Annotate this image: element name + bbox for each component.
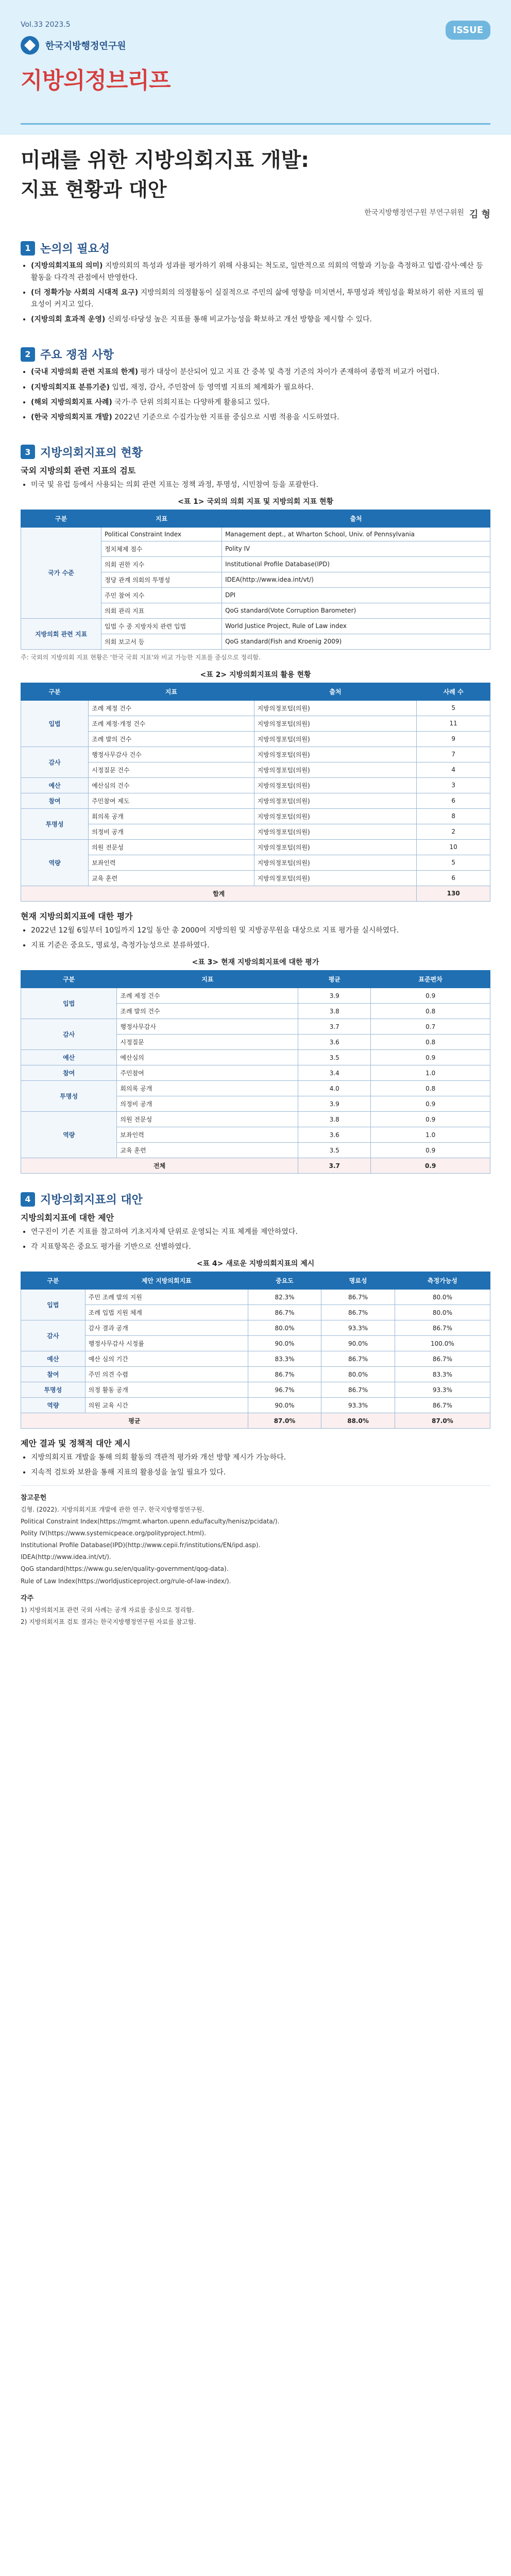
table-cell: 교육 훈련 (117, 1143, 298, 1158)
table-row (21, 1320, 490, 1336)
table-cell: 3.9 (298, 988, 371, 1004)
section-4-number: 4 (21, 1192, 35, 1207)
table-cell: 83.3% (248, 1351, 321, 1367)
table-4-header: 구분 (21, 1272, 86, 1290)
section-3-bullets (21, 479, 490, 491)
table-cell: 지방의정포털(의원) (254, 870, 417, 886)
table-row (21, 731, 490, 747)
table-cell: 86.7% (321, 1382, 395, 1398)
table-cell: 0.8 (371, 1081, 490, 1096)
section-2-head (21, 346, 490, 362)
table-cell: 0.9 (371, 988, 490, 1004)
notes-title: 각주 (21, 1594, 34, 1602)
table-4-header: 중요도 (248, 1272, 321, 1290)
table-cell: 0.9 (371, 1050, 490, 1065)
table-cell: 0.8 (371, 1004, 490, 1019)
table-row (21, 762, 490, 777)
table-cell: 1.0 (371, 1127, 490, 1143)
section-1-title: 논의의 필요성 (40, 243, 110, 256)
table-cell: 86.7% (395, 1398, 490, 1413)
section-1-bullets (21, 260, 490, 326)
table-cell: 의정비 공개 (117, 1096, 298, 1112)
table-cell: 93.3% (321, 1398, 395, 1413)
table-cell: 93.3% (321, 1320, 395, 1336)
table-row (21, 1351, 490, 1367)
bullet (31, 412, 490, 423)
table-cell: 3.6 (298, 1035, 371, 1050)
table-cell: 주민참여 제도 (89, 793, 254, 808)
table-2-header: 지표 (89, 683, 254, 700)
bullet (31, 1241, 490, 1253)
table-row (21, 618, 490, 634)
table-row (21, 777, 490, 793)
table-cell: 행정사무감사 시정률 (85, 1336, 248, 1351)
table-cell: 0.9 (371, 1096, 490, 1112)
bullet-key: (지방의회 효과적 운영) (31, 315, 106, 324)
bullet-text: 신뢰성·타당성 높은 지표를 통해 비교가능성을 확보하고 개선 방향을 제시할 수 있다. (107, 315, 372, 324)
section-3-title: 지방의회지표의 현황 (40, 446, 143, 460)
table-1-note: 주: 국외의 지방의회 지표 현황은 '한국 국회 지표'와 비교 가능한 지표를 중심으로 정리함. (21, 653, 261, 661)
bullet-text: 입법, 재정, 감사, 주민참여 등 영역별 지표의 체계화가 필요하다. (112, 383, 314, 392)
table-row (21, 1050, 490, 1065)
table-cell: 130 (417, 886, 490, 901)
table-cell: 조례 입법 지원 체계 (85, 1305, 248, 1320)
bullet-key: (해외 지방의회지표 사례) (31, 398, 112, 406)
table-cell: 4.0 (298, 1081, 371, 1096)
table-cell: 88.0% (321, 1413, 395, 1429)
table-1-title: <표 1> 국외의 의회 지표 및 지방의회 지표 현황 (177, 497, 334, 506)
table-3-header: 평균 (298, 971, 371, 988)
table-row (21, 1065, 490, 1081)
table-cell: 지방의회 관련 지표 (21, 618, 101, 649)
bullet (31, 314, 490, 326)
table-cell: 입법 (21, 700, 89, 747)
author-name: 김 형 (469, 209, 490, 220)
table-cell: 투명성 (21, 1081, 117, 1112)
table-cell: 6 (417, 870, 490, 886)
table-cell: 평균 (21, 1413, 248, 1429)
reference-item: Political Constraint Index(https://mgmt.wharton.upenn.edu/faculty/henisz/pcidata/). (21, 1517, 280, 1525)
bullet (31, 1467, 490, 1479)
table-cell: 입법 (21, 988, 117, 1019)
table-cell: 주민 의견 수렴 (85, 1367, 248, 1382)
section-4-subhead: 지방의회지표에 대한 제안 (21, 1213, 114, 1223)
table-4-title: <표 4> 새로운 지방의회지표의 제시 (196, 1260, 315, 1268)
bullet-text: 지방의회지표 개발을 통해 의회 활동의 객관적 평가와 개선 방향 제시가 가능하다. (31, 1453, 286, 1462)
table-1 (21, 510, 490, 650)
table-cell: 시정질문 (117, 1035, 298, 1050)
table-cell: 7 (417, 747, 490, 762)
table-cell: 지방의정포털(의원) (254, 793, 417, 808)
table-cell: 보좌인력 (117, 1127, 298, 1143)
table-row (21, 793, 490, 808)
table-total-row (21, 1413, 490, 1429)
bullet-text: 지방의회의 의정활동이 실질적으로 주민의 삶에 영향을 미치면서, 투명성과 책임성을 확보하기 위한 지표의 필요성이 커지고 있다. (31, 289, 484, 309)
table-cell: Management dept., at Wharton School, Univ. of Pennsylvania (222, 527, 490, 541)
section-4-bullets (21, 1226, 490, 1253)
table-cell: 감사 (21, 1320, 86, 1351)
bullet (31, 260, 490, 284)
table-cell: IDEA(http://www.idea.int/vt/) (222, 572, 490, 587)
table-cell: 의회 권한 지수 (101, 556, 222, 572)
table-cell: 의원 전문성 (89, 839, 254, 855)
section-2-title: 주요 쟁점 사항 (40, 349, 114, 362)
table-cell: 86.7% (248, 1305, 321, 1320)
table-total-row (21, 886, 490, 901)
section-2-bullets (21, 366, 490, 423)
table-cell: 행정사무감사 (117, 1019, 298, 1035)
bullet-text: 평가 대상이 분산되어 있고 지표 간 중복 및 측정 기준의 차이가 존재하여 종합적 비교가 어렵다. (140, 368, 440, 377)
table-cell: 회의록 공개 (117, 1081, 298, 1096)
table-4 (21, 1272, 490, 1429)
reference-item: Institutional Profile Database(IPD)(http://www.cepii.fr/institutions/EN/ipd.asp). (21, 1541, 261, 1549)
table-cell: 투명성 (21, 1382, 86, 1398)
series-title: 지방의정브리프 (21, 67, 171, 94)
section-4-head (21, 1191, 490, 1207)
table-cell: 지방의정포털(의원) (254, 808, 417, 824)
table-cell: 90.0% (248, 1336, 321, 1351)
table-row (21, 700, 490, 716)
table-3 (21, 970, 490, 1174)
table-row (21, 1305, 490, 1320)
section-3-bullets-2 (21, 925, 490, 952)
table-3-header: 지표 (117, 971, 298, 988)
header-divider (21, 123, 490, 125)
table-cell: 2 (417, 824, 490, 839)
section-3-number: 3 (21, 445, 35, 459)
reference-item: Rule of Law Index(https://worldjusticeproject.org/rule-of-law-index/). (21, 1577, 231, 1585)
table-cell: 86.7% (321, 1351, 395, 1367)
bullet-key: (지방의회지표의 의미) (31, 262, 103, 270)
section-1-head (21, 240, 490, 256)
table-cell: 80.0% (395, 1290, 490, 1305)
table-cell: 86.7% (248, 1367, 321, 1382)
table-cell: 보좌인력 (89, 855, 254, 870)
table-row (21, 988, 490, 1004)
table-4-header: 명료성 (321, 1272, 395, 1290)
table-row (21, 839, 490, 855)
table-cell: 11 (417, 716, 490, 731)
bullet-key: (국내 지방의회 관련 지표의 한계) (31, 368, 139, 377)
table-1-header: 지표 (101, 510, 222, 527)
note-item: 2) 지방의회지표 검토 결과는 한국지방행정연구원 자료를 참고함. (21, 1618, 196, 1625)
table-cell: 4 (417, 762, 490, 777)
table-cell: 1.0 (371, 1065, 490, 1081)
bullet (31, 1226, 490, 1238)
section-4-title: 지방의회지표의 대안 (40, 1194, 143, 1207)
reference-item: Polity IV(https://www.systemicpeace.org/polityproject.html). (21, 1529, 206, 1537)
table-cell: 지방의정포털(의원) (254, 700, 417, 716)
table-cell: 국가 수준 (21, 527, 101, 618)
section-2-number: 2 (21, 347, 35, 362)
table-cell: 지방의정포털(의원) (254, 855, 417, 870)
table-cell: 지방의정포털(의원) (254, 716, 417, 731)
table-cell: 86.7% (321, 1305, 395, 1320)
table-row (21, 1081, 490, 1096)
table-cell: 3.5 (298, 1050, 371, 1065)
table-cell: 3.7 (298, 1019, 371, 1035)
table-cell: 86.7% (395, 1320, 490, 1336)
table-cell: 예산 (21, 1351, 86, 1367)
issue-badge: ISSUE (446, 21, 490, 40)
section-1 (0, 228, 511, 334)
table-cell: 0.9 (371, 1112, 490, 1127)
table-cell: Institutional Profile Database(IPD) (222, 556, 490, 572)
table-cell: 3.7 (298, 1158, 371, 1174)
logo-icon (21, 36, 39, 55)
table-cell: 5 (417, 855, 490, 870)
table-cell: 90.0% (321, 1336, 395, 1351)
table-cell: 0.7 (371, 1019, 490, 1035)
table-cell: 의정비 공개 (89, 824, 254, 839)
section-4 (0, 1179, 511, 1634)
header (0, 0, 511, 134)
table-row (21, 1290, 490, 1305)
bullet (31, 1452, 490, 1464)
bullet-text: 지표 기준은 중요도, 명료성, 측정가능성으로 분류하였다. (31, 941, 210, 950)
table-cell: 지방의정포털(의원) (254, 839, 417, 855)
table-cell: 3.8 (298, 1004, 371, 1019)
table-row (21, 1336, 490, 1351)
bullet (31, 397, 490, 409)
bullet-text: 지속적 검토와 보완을 통해 지표의 활용성을 높일 필요가 있다. (31, 1468, 226, 1477)
table-cell: 0.8 (371, 1035, 490, 1050)
table-2 (21, 683, 490, 902)
table-cell: 3.6 (298, 1127, 371, 1143)
table-cell: 3.5 (298, 1143, 371, 1158)
section-2 (0, 334, 511, 431)
table-row (21, 527, 490, 541)
bullet-text: 지방의회의 특성과 성과를 평가하기 위해 사용되는 척도로, 일반적으로 의회의 역할과 기능을 측정하고 입법·감사·예산 등 활동을 다각적 관점에서 반영한다. (31, 262, 483, 282)
table-cell: 87.0% (248, 1413, 321, 1429)
bullet-key: (한국 지방의회지표 개발) (31, 413, 112, 421)
table-cell: 의회 관리 지표 (101, 603, 222, 618)
table-cell: 감사 (21, 1019, 117, 1050)
table-3-header: 구분 (21, 971, 117, 988)
table-cell: 의원 교육 시간 (85, 1398, 248, 1413)
table-cell: 5 (417, 700, 490, 716)
bullet (31, 940, 490, 952)
table-cell: 교육 훈련 (89, 870, 254, 886)
table-cell: 지방의정포털(의원) (254, 731, 417, 747)
table-row (21, 1367, 490, 1382)
table-row (21, 855, 490, 870)
bullet (31, 382, 490, 394)
table-cell: 참여 (21, 793, 89, 808)
bullet-key: (더 정확가능 사회의 시대적 요구) (31, 289, 139, 297)
section-4-bullets-2 (21, 1452, 490, 1479)
table-1-header: 출처 (222, 510, 490, 527)
table-cell: 참여 (21, 1065, 117, 1081)
references-title: 참고문헌 (21, 1494, 47, 1502)
table-cell: 의원 전문성 (117, 1112, 298, 1127)
table-cell: 10 (417, 839, 490, 855)
table-cell: 회의록 공개 (89, 808, 254, 824)
table-cell: 주민참여 (117, 1065, 298, 1081)
table-cell: 조례 제정 건수 (117, 988, 298, 1004)
table-cell: 입법 (21, 1290, 86, 1320)
reference-item: 김형. (2022). 지방의회지표 개발에 관한 연구. 한국지방행정연구원. (21, 1505, 205, 1513)
table-cell: 역량 (21, 839, 89, 886)
table-cell: 86.7% (321, 1290, 395, 1305)
table-cell: Political Constraint Index (101, 527, 222, 541)
table-cell: 87.0% (395, 1413, 490, 1429)
reference-item: QoG standard(https://www.gu.se/en/quality-government/qog-data). (21, 1565, 229, 1573)
table-4-header: 측정가능성 (395, 1272, 490, 1290)
table-cell: 정치체제 점수 (101, 541, 222, 556)
reference-item: IDEA(http://www.idea.int/vt/). (21, 1553, 111, 1561)
bullet-text: 2022년 기준으로 수집가능한 지표를 중심으로 시범 적용을 시도하였다. (114, 413, 339, 421)
table-cell: 주민 조례 발의 지원 (85, 1290, 248, 1305)
logo-text: 한국지방행정연구원 (45, 41, 126, 52)
table-cell: 시정질문 건수 (89, 762, 254, 777)
table-cell: DPI (222, 587, 490, 603)
table-cell: 지방의정포털(의원) (254, 777, 417, 793)
table-cell: 입법 수 중 지방자치 관련 입법 (101, 618, 222, 634)
table-cell: 3.4 (298, 1065, 371, 1081)
issue-info: Vol.33 2023.5 (21, 21, 71, 29)
table-row (21, 747, 490, 762)
table-cell: 행정사무감사 건수 (89, 747, 254, 762)
notes-list (21, 1605, 490, 1627)
table-cell: 감사 결과 공개 (85, 1320, 248, 1336)
table-cell: 3.9 (298, 1096, 371, 1112)
table-cell: 0.9 (371, 1158, 490, 1174)
section-3 (0, 432, 511, 1179)
table-cell: 합계 (21, 886, 417, 901)
table-cell: 감사 (21, 747, 89, 777)
table-cell: 역량 (21, 1112, 117, 1158)
bullet-text: 미국 및 유럽 등에서 사용되는 의회 관련 지표는 정책 과정, 투명성, 시민참여 등을 포괄한다. (31, 480, 319, 489)
table-row (21, 870, 490, 886)
table-cell: 참여 (21, 1367, 86, 1382)
bullet-text: 연구진이 기존 지표를 참고하여 기초지자체 단위로 운영되는 지표 체계를 제안하였다. (31, 1228, 298, 1236)
bullet (31, 366, 490, 378)
bullet (31, 925, 490, 937)
table-cell: 96.7% (248, 1382, 321, 1398)
title-area (0, 134, 511, 228)
table-1-header: 구분 (21, 510, 101, 527)
table-cell: 예산 (21, 1050, 117, 1065)
bullet (31, 479, 490, 491)
sub-title: 지표 현황과 대안 (21, 178, 167, 201)
table-cell: 역량 (21, 1398, 86, 1413)
table-cell: 86.7% (395, 1351, 490, 1367)
bullet-text: 각 지표항목은 중요도 평가를 기반으로 선별하였다. (31, 1243, 191, 1251)
table-cell: World Justice Project, Rule of Law index (222, 618, 490, 634)
table-2-header: 출처 (254, 683, 417, 700)
bullet-text: 국가·주 단위 의회지표는 다양하게 활용되고 있다. (114, 398, 270, 406)
author-org: 한국지방행정연구원 부연구위원 (364, 209, 464, 217)
table-cell: QoG standard(Vote Corruption Barometer) (222, 603, 490, 618)
bullet-key: (지방의회지표 분류기준) (31, 383, 110, 392)
table-cell: 정당 관계 의회의 투명성 (101, 572, 222, 587)
table-cell: 93.3% (395, 1382, 490, 1398)
table-cell: 82.3% (248, 1290, 321, 1305)
table-2-header: 사례 수 (417, 683, 490, 700)
note-item: 1) 지방의회지표 관련 국외 사례는 공개 자료를 중심으로 정리함. (21, 1606, 194, 1614)
table-cell: 투명성 (21, 808, 89, 839)
table-3-title: <표 3> 현재 지방의회지표에 대한 평가 (192, 958, 319, 967)
table-cell: 지방의정포털(의원) (254, 762, 417, 777)
table-row (21, 1112, 490, 1127)
table-cell: 0.9 (371, 1143, 490, 1158)
table-row (21, 808, 490, 824)
table-cell: 예산심의 (117, 1050, 298, 1065)
table-cell: 3 (417, 777, 490, 793)
table-cell: 의정 활동 공개 (85, 1382, 248, 1398)
table-cell: 6 (417, 793, 490, 808)
table-cell: 조례 제정·개정 건수 (89, 716, 254, 731)
table-cell: 8 (417, 808, 490, 824)
logo (21, 36, 126, 55)
table-3-header: 표준편차 (371, 971, 490, 988)
table-cell: Polity IV (222, 541, 490, 556)
author-line (21, 207, 490, 221)
table-cell: 예산 (21, 777, 89, 793)
main-title: 미래를 위한 지방의회지표 개발: (21, 148, 310, 172)
table-row (21, 716, 490, 731)
table-cell: 80.0% (248, 1320, 321, 1336)
table-cell: 9 (417, 731, 490, 747)
section-3-subhead-2: 현재 지방의회지표에 대한 평가 (21, 911, 133, 921)
table-4-header: 제안 지방의회지표 (85, 1272, 248, 1290)
references-list (21, 1505, 490, 1586)
table-2-header: 구분 (21, 683, 89, 700)
table-cell: 예산심의 건수 (89, 777, 254, 793)
bullet-text: 2022년 12월 6일부터 10일까지 12일 동안 총 2000여 지방의원 및 지방공무원을 대상으로 지표 평가를 실시하였다. (31, 926, 399, 935)
table-row (21, 824, 490, 839)
table-cell: 지방의정포털(의원) (254, 747, 417, 762)
table-cell: 조례 발의 건수 (117, 1004, 298, 1019)
table-cell: 80.0% (321, 1367, 395, 1382)
table-cell: 주민 참여 지수 (101, 587, 222, 603)
section-1-number: 1 (21, 241, 35, 256)
table-cell: QoG standard(Fish and Kroenig 2009) (222, 634, 490, 649)
table-cell: 지방의정포털(의원) (254, 824, 417, 839)
table-cell: 80.0% (395, 1305, 490, 1320)
divider (21, 1485, 490, 1486)
table-2-title: <표 2> 지방의회지표의 활용 현황 (200, 670, 311, 679)
table-cell: 100.0% (395, 1336, 490, 1351)
table-cell: 의회 보고서 등 (101, 634, 222, 649)
section-3-subhead: 국외 지방의회 관련 지표의 검토 (21, 465, 136, 476)
table-cell: 83.3% (395, 1367, 490, 1382)
table-row (21, 1398, 490, 1413)
table-cell: 3.8 (298, 1112, 371, 1127)
section-4-subhead-2: 제안 결과 및 정책적 대안 제시 (21, 1438, 131, 1449)
table-row (21, 1382, 490, 1398)
section-3-head (21, 444, 490, 460)
table-cell: 예산 심의 기간 (85, 1351, 248, 1367)
table-cell: 조례 제정 건수 (89, 700, 254, 716)
table-cell: 조례 발의 건수 (89, 731, 254, 747)
table-cell: 90.0% (248, 1398, 321, 1413)
table-cell: 전체 (21, 1158, 298, 1174)
table-total-row (21, 1158, 490, 1174)
bullet (31, 287, 490, 311)
table-row (21, 1019, 490, 1035)
